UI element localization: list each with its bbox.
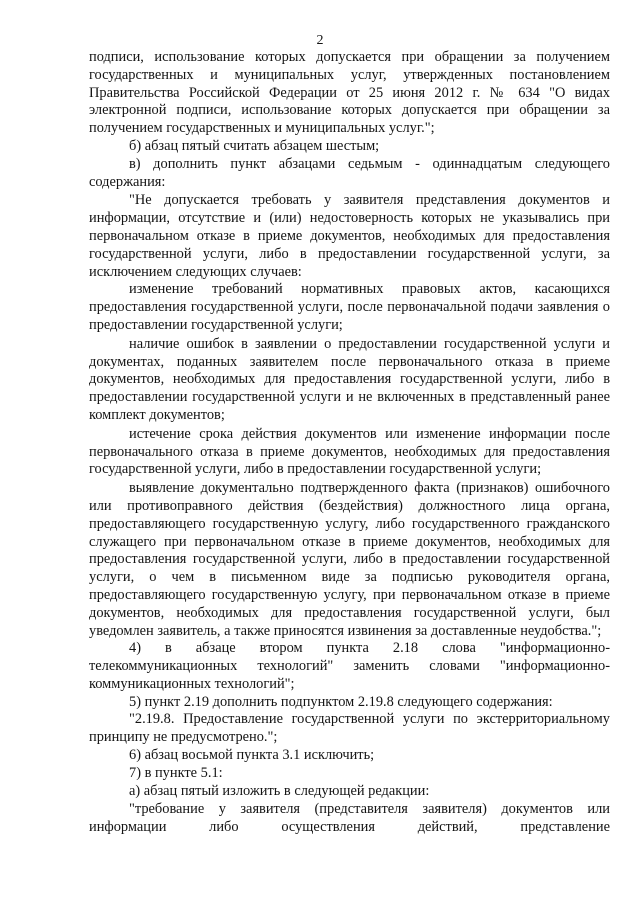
paragraph-case-1: изменение требований нормативных правовых актов, касающихся предоставления государственной услуги, после первоначальной подачи заявления о предоставлении государственной услуги; — [89, 281, 610, 333]
paragraph-case-3: истечение срока действия документов или изменение информации после первоначального отказа в приеме документов, необходимых для предоставления государственной услуги, либо в предоставлении государственной услуги; — [89, 425, 610, 478]
paragraph-case-2: наличие ошибок в заявлении о предоставлении государственной услуги и документах, поданных заявителем после первоначального отказа в приеме документов, необходимых для предоставления государственной услуги, либо в предоставлении государственной услуги и не включенных в представленный ранее комплект документов; — [89, 335, 610, 423]
paragraph-v: в) дополнить пункт абзацами седьмым - одиннадцатым следующего содержания: — [89, 155, 610, 190]
page-number: 2 — [316, 33, 324, 48]
paragraph-a: а) абзац пятый изложить в следующей редакции: — [129, 782, 430, 799]
paragraph-item-5: 5) пункт 2.19 дополнить подпунктом 2.19.8 следующего содержания: — [129, 693, 553, 710]
paragraph-item-7: 7) в пункте 5.1: — [129, 764, 223, 781]
paragraph-quote-start: "Не допускается требовать у заявителя представления документов и информации, отсутствие и (или) недостоверность которых не указывались при первоначальном отказе в приеме документов, необходимых для предоставления государственной услуги, либо в предоставлении государственной услуги, за исключением следующих случаев: — [89, 192, 610, 280]
paragraph-item-4: 4) в абзаце втором пункта 2.18 слова "информационно-телекоммуникационных технологий" заменить словами "информационно-коммуникационных технологий"; — [89, 640, 610, 692]
paragraph-b: б) абзац пятый считать абзацем шестым; — [129, 137, 380, 154]
paragraph-item-6: 6) абзац восьмой пункта 3.1 исключить; — [129, 747, 375, 764]
document-body — [89, 49, 610, 837]
paragraph-2-19-8: "2.19.8. Предоставление государственной услуги по экстерриториальному принципу не предусмотрено."; — [89, 711, 610, 746]
paragraph-requirement: "требование у заявителя (представителя заявителя) документов или информации либо осуществления действий, представление — [89, 801, 610, 836]
paragraph-continuation: подписи, использование которых допускается при обращении за получением государственных и муниципальных услуг, утвержденных постановлением Правительства Российской Федерации от 25 июня 2012 г. № 634 "О видах электронной подписи, использование которых допускается при обращении за получением государственных и муниципальных услуг."; — [89, 49, 610, 137]
paragraph-case-4: выявление документально подтвержденного факта (признаков) ошибочного или противоправного действия (бездействия) должностного лица органа, предоставляющего государственную услугу, либо государственного гражданского служащего при первоначальном отказе в приеме документов, необходимых для предоставления государственной услуги, либо в предоставлении государственной услуги, о чем в письменном виде за подписью руководителя органа, предоставляющего государственную услугу, при первоначальном отказе в приеме документов, необходимых для предоставления государственной услуги, был уведомлен заявитель, а также приносятся извинения за доставленные неудобства."; — [89, 480, 610, 639]
